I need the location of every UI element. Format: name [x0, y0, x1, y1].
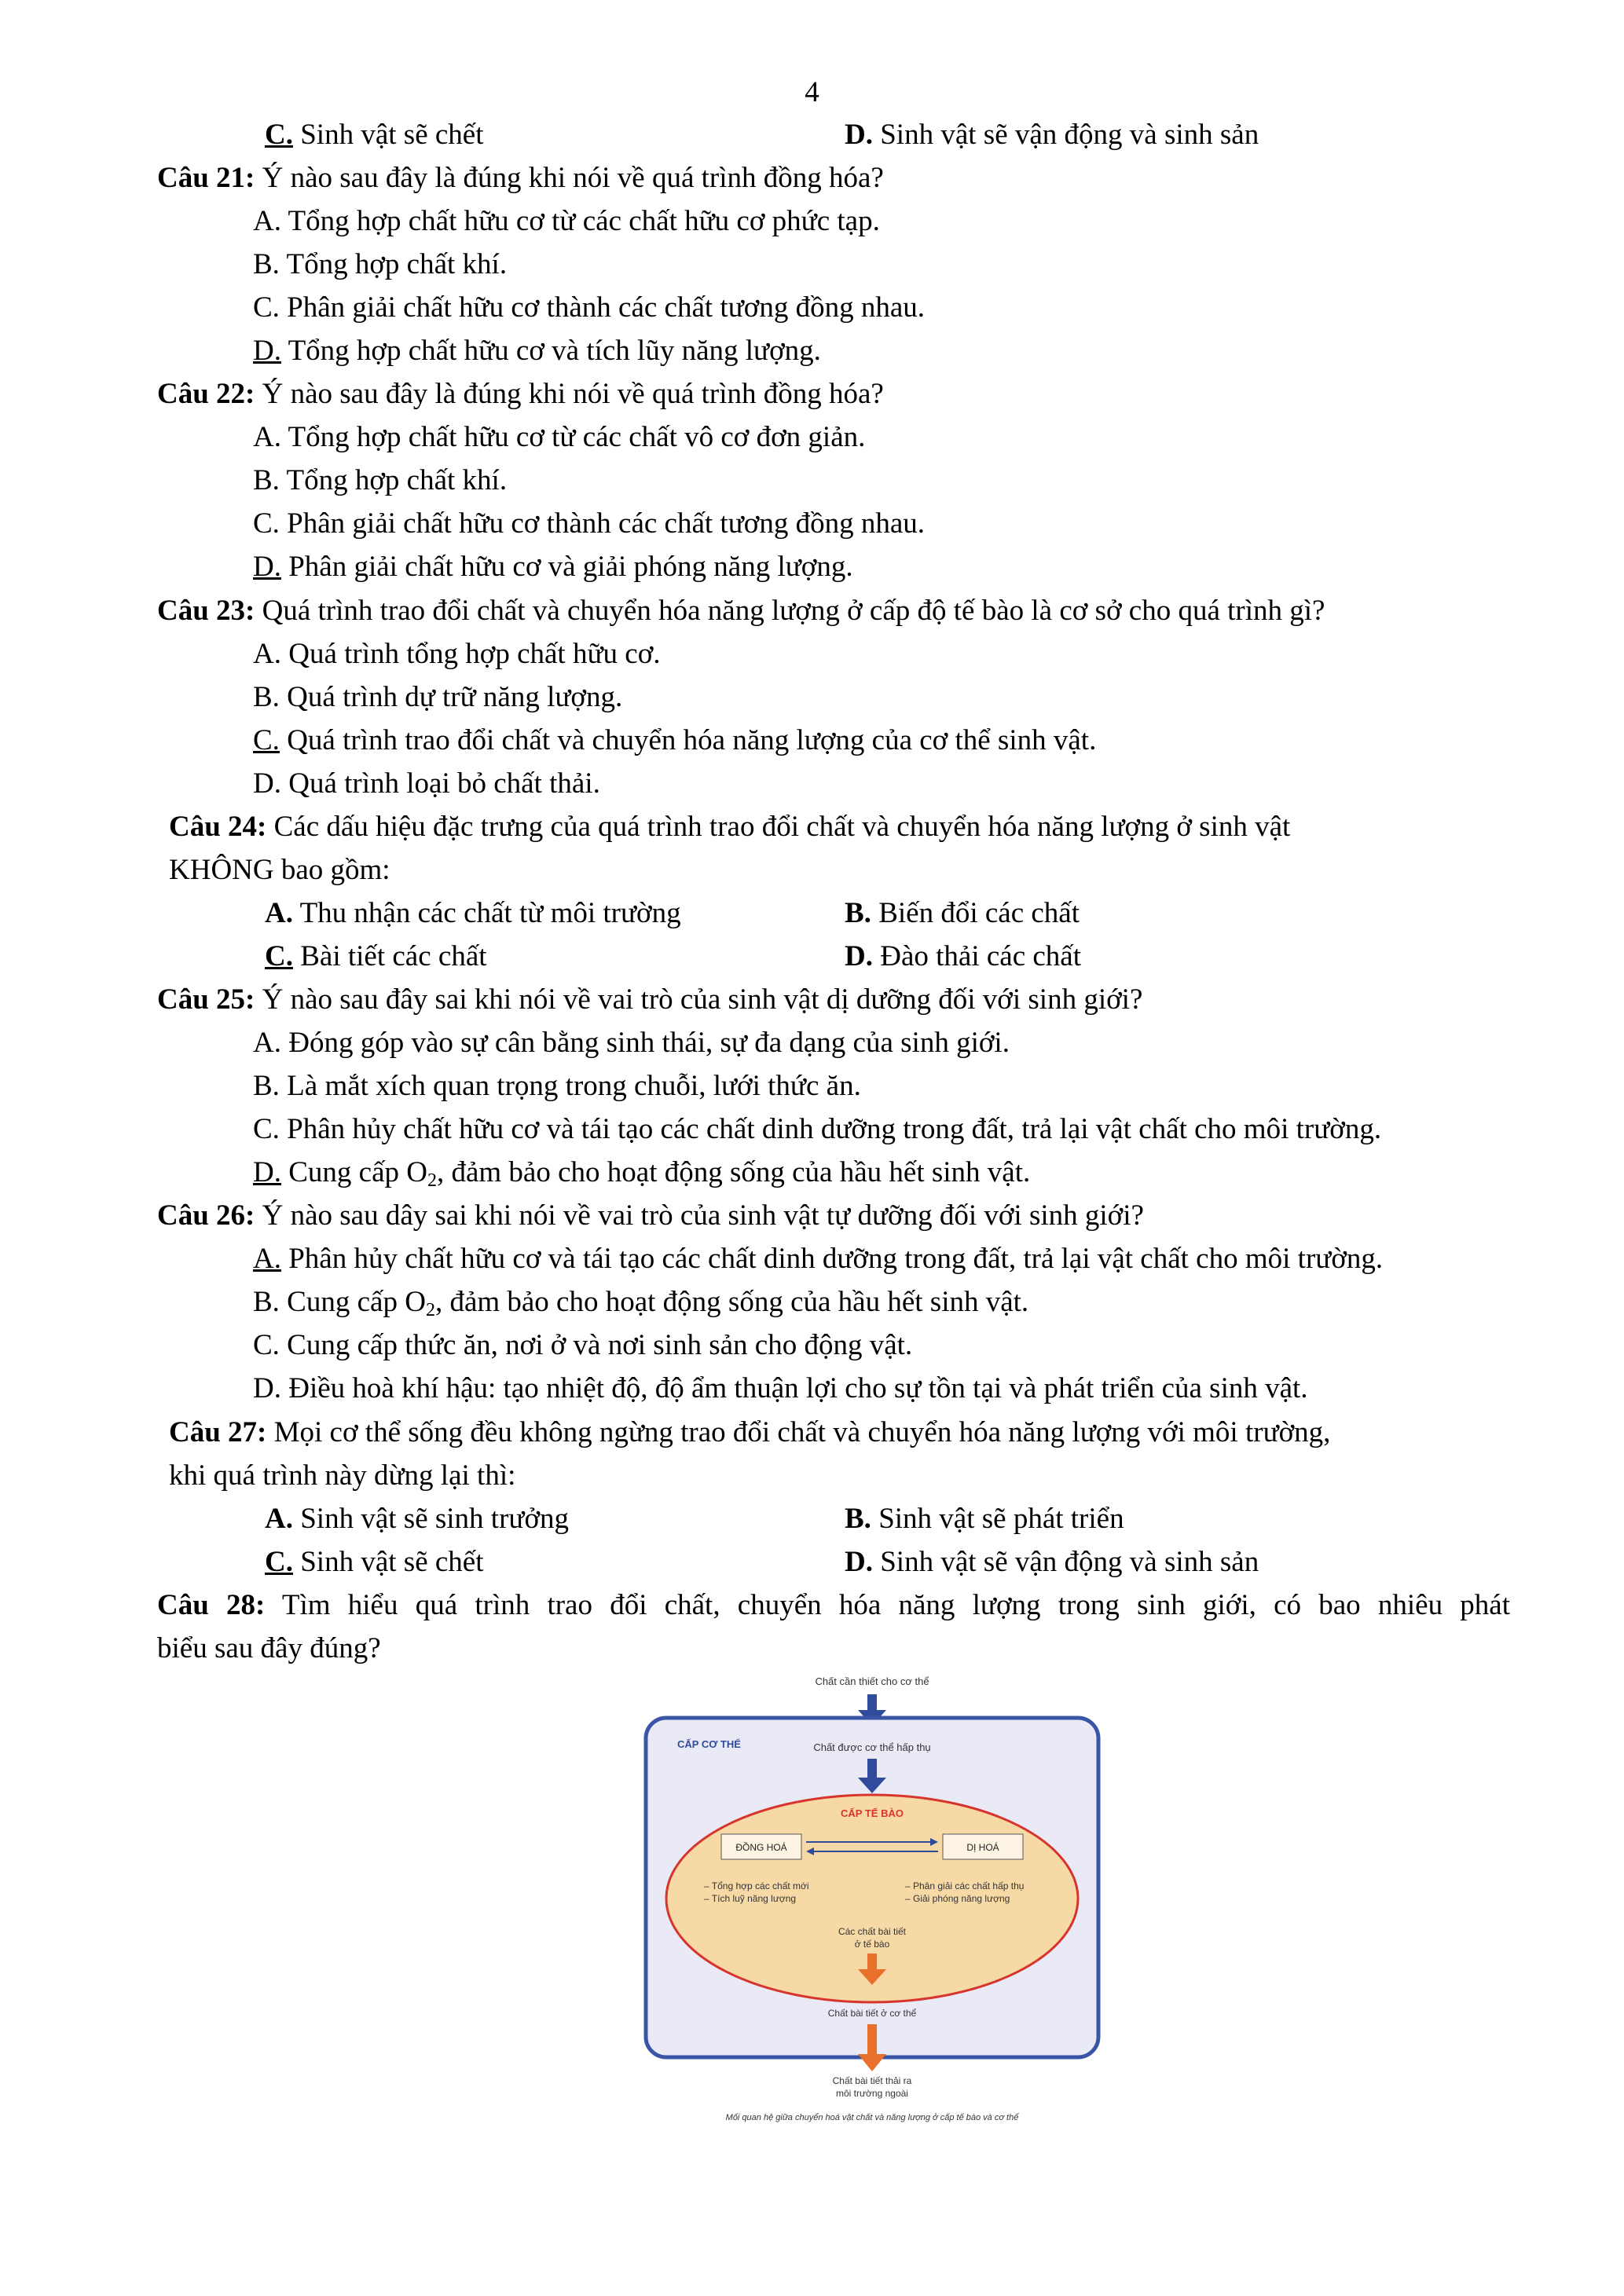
question-text: Tìm hiểu quá trình trao đổi chất, chuyển hóa năng lượng trong sinh giới, có bao nhiêu phát [265, 1589, 1510, 1621]
option-text: Sinh vật sẽ sinh trưởng [292, 1503, 570, 1535]
arrow-down-icon [867, 2024, 877, 2056]
question-27-cont: khi quá trình này dừng lại thì: [169, 1459, 516, 1492]
option-text: Sinh vật sẽ phát triển [871, 1503, 1124, 1535]
option-letter: C. [253, 724, 280, 756]
option-a: A. Quá trình tổng hợp chất hữu cơ. [253, 638, 661, 670]
arrow-down-icon [867, 1694, 877, 1712]
option-letter: B. [845, 897, 871, 929]
cell-excretion-label: Các chất bài tiết [838, 1926, 907, 1937]
option-text: Bài tiết các chất [292, 940, 487, 972]
question-text: Quá trình trao đổi chất và chuyển hóa năng lượng ở cấp độ tế bào là cơ sở cho quá trình gì? [255, 595, 1325, 627]
subscript: 2 [425, 1300, 435, 1320]
subscript: 2 [427, 1170, 437, 1191]
question-text: Ý nào sau đây là đúng khi nói về quá trình đồng hóa? [255, 378, 884, 410]
option-letter: C. [265, 119, 293, 151]
option-b: B. Tổng hợp chất khí. [253, 248, 508, 280]
diagram-caption: Mối quan hệ giữa chuyển hoá vật chất và năng lượng ở cấp tế bào và cơ thể [725, 2113, 1019, 2122]
option-text: Phân giải chất hữu cơ và giải phóng năng lượng. [280, 551, 853, 583]
option-text: , đảm bảo cho hoạt động sống của hầu hết sinh vật. [434, 1286, 1029, 1318]
option-letter: A. [253, 1243, 281, 1275]
option-a [253, 1240, 1383, 1278]
cell-level-label: CẤP TẾ BÀO [841, 1807, 904, 1819]
output-label: môi trường ngoài [836, 2088, 908, 2099]
question-label: Câu 26: [157, 1199, 255, 1232]
option-c [265, 1543, 484, 1581]
option-d [845, 938, 1081, 976]
question-label: Câu 22: [157, 378, 255, 410]
option-letter: D. [253, 335, 281, 367]
option-b [253, 1283, 1028, 1329]
option-b: B. Quá trình dự trữ năng lượng. [253, 681, 623, 713]
arrow-down-icon [867, 1954, 877, 1971]
option-text: Sinh vật sẽ chết [292, 119, 484, 151]
option-b [845, 895, 1080, 932]
option-letter: A. [265, 1503, 293, 1535]
option-c: C. Phân giải chất hữu cơ thành các chất tương đồng nhau. [253, 291, 925, 324]
option-text: Biến đổi các chất [871, 897, 1080, 929]
option-b [845, 1500, 1124, 1538]
question-26 [157, 1197, 1144, 1235]
metabolism-diagram [629, 1669, 1116, 2125]
option-text: Cung cấp O [280, 1156, 427, 1188]
option-b: B. Là mắt xích quan trọng trong chuỗi, lưới thức ăn. [253, 1070, 861, 1102]
arrow-down-icon [867, 1759, 877, 1779]
option-letter: D. [253, 551, 281, 583]
option-letter: D. [845, 119, 873, 151]
question-label: Câu 23: [157, 595, 255, 627]
option-letter: A. [265, 897, 293, 929]
option-d [845, 1543, 1259, 1581]
option-d [253, 332, 821, 370]
question-text: Ý nào sau dây sai khi nói về vai trò của sinh vật tự dưỡng đối với sinh giới? [255, 1199, 1144, 1232]
body-excretion-label: Chất bài tiết ở cơ thể [827, 2008, 917, 2019]
question-21 [157, 159, 884, 197]
input-label: Chất cần thiết cho cơ thể [815, 1675, 929, 1687]
question-label: Câu 28: [157, 1589, 266, 1621]
option-letter: D. [845, 1546, 873, 1578]
option-a [265, 1500, 569, 1538]
option-text: Phân hủy chất hữu cơ và tái tạo các chất dinh dưỡng trong đất, trả lại vật chất cho môi trường. [280, 1243, 1384, 1275]
question-22 [157, 375, 884, 413]
question-23 [157, 592, 1325, 630]
question-text: Các dấu hiệu đặc trưng của quá trình trao đổi chất và chuyển hóa năng lượng ở sinh vật [266, 811, 1291, 843]
option-text: Sinh vật sẽ vận động và sinh sản [872, 119, 1259, 151]
cell-excretion-label: ở tế bào [854, 1939, 890, 1950]
question-27 [169, 1414, 1330, 1452]
option-d: D. Điều hoà khí hậu: tạo nhiệt độ, độ ẩm thuận lợi cho sự tồn tại và phát triển của sinh vật. [253, 1372, 1308, 1404]
absorbed-label: Chất được cơ thể hấp thụ [813, 1741, 931, 1753]
question-text: Mọi cơ thể sống đều không ngừng trao đổi chất và chuyển hóa năng lượng với môi trường, [266, 1416, 1331, 1448]
option-b: B. Tổng hợp chất khí. [253, 464, 508, 496]
catabolism-point: – Giải phóng năng lượng [905, 1893, 1010, 1904]
option-c [265, 938, 487, 976]
page-number: 4 [805, 76, 819, 108]
question-28 [157, 1587, 1510, 1624]
output-label: Chất bài tiết thải ra [832, 2075, 912, 2086]
option-text: , đảm bảo cho hoạt động sống của hầu hết sinh vật. [436, 1156, 1031, 1188]
option-d [253, 1154, 1030, 1199]
question-text: Ý nào sau đây là đúng khi nói về quá trình đồng hóa? [255, 162, 884, 194]
option-letter: C. [265, 1546, 293, 1578]
option-c [265, 116, 484, 154]
anabolism-point: – Tích luỹ năng lượng [704, 1893, 797, 1904]
option-d [845, 116, 1259, 154]
option-a: A. Đóng góp vào sự cân bằng sinh thái, sự đa dạng của sinh giới. [253, 1027, 1010, 1059]
option-text: Đào thải các chất [872, 940, 1082, 972]
option-c: C. Phân giải chất hữu cơ thành các chất tương đồng nhau. [253, 507, 925, 540]
option-a [265, 895, 681, 932]
question-25 [157, 981, 1142, 1019]
option-letter: C. [265, 940, 293, 972]
option-c: C. Phân hủy chất hữu cơ và tái tạo các chất dinh dưỡng trong đất, trả lại vật chất cho môi trường. [253, 1113, 1382, 1145]
option-c [253, 722, 1096, 760]
option-text: Sinh vật sẽ chết [292, 1546, 484, 1578]
option-letter: D. [845, 940, 873, 972]
question-label: Câu 27: [169, 1416, 267, 1448]
option-text: Sinh vật sẽ vận động và sinh sản [872, 1546, 1259, 1578]
option-a: A. Tổng hợp chất hữu cơ từ các chất vô cơ đơn giản. [253, 421, 866, 453]
question-label: Câu 24: [169, 811, 267, 843]
body-level-label: CẤP CƠ THỂ [677, 1738, 741, 1750]
option-letter: B. [845, 1503, 871, 1535]
question-24 [169, 808, 1290, 846]
arrow-down-icon [858, 2054, 886, 2071]
catabolism-point: – Phân giải các chất hấp thụ [905, 1880, 1025, 1891]
question-28-cont: biểu sau đây đúng? [157, 1632, 381, 1664]
option-d: D. Quá trình loại bỏ chất thải. [253, 767, 600, 800]
option-c: C. Cung cấp thức ăn, nơi ở và nơi sinh sản cho động vật. [253, 1329, 913, 1361]
anabolism-label: ĐỒNG HOÁ [735, 1842, 787, 1853]
option-text: B. Cung cấp O [253, 1286, 426, 1318]
option-text: Tổng hợp chất hữu cơ và tích lũy năng lượng. [280, 335, 821, 367]
option-text: Quá trình trao đổi chất và chuyển hóa năng lượng của cơ thể sinh vật. [279, 724, 1097, 756]
catabolism-label: DỊ HOÁ [966, 1842, 999, 1853]
question-label: Câu 21: [157, 162, 255, 194]
option-text: Thu nhận các chất từ môi trường [292, 897, 681, 929]
option-letter: D. [253, 1156, 281, 1188]
option-d [253, 548, 853, 586]
option-a: A. Tổng hợp chất hữu cơ từ các chất hữu cơ phức tạp. [253, 205, 880, 237]
question-24-cont: KHÔNG bao gồm: [169, 854, 390, 886]
question-label: Câu 25: [157, 983, 255, 1016]
anabolism-point: – Tổng hợp các chất mới [704, 1880, 809, 1891]
question-text: Ý nào sau đây sai khi nói về vai trò của sinh vật dị dưỡng đối với sinh giới? [255, 983, 1143, 1016]
